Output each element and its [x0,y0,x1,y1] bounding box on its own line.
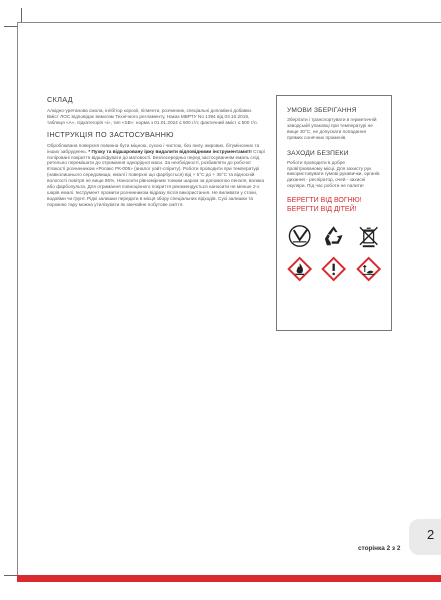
storage-text: Зберігати і транспортувати в герметичній заводській упаковці при температурі не вище 30°С, не допускати попадання прямих сонячних променів. [287,117,377,140]
page-number: 2 [427,527,435,542]
exclamation-hazard-icon [321,256,346,282]
keep-from-fire-warning: БЕРЕГТИ ВІД ВОГНЮ! [287,197,362,205]
safety-heading: ЗАХОДИ БЕЗПЕКИ [287,149,349,157]
environment-hazard-icon [356,256,381,282]
recycle-icon [321,223,346,249]
composition-heading: СКЛАД [47,95,73,104]
instructions-heading: ІНСТРУКЦІЯ ПО ЗАСТОСУВАННЮ [47,129,174,139]
info-panel [276,95,392,331]
crop-mark-left-top [4,26,18,27]
keep-from-children-warning: БЕРЕГТИ ВІД ДІТЕЙ! [287,205,357,213]
ukr-conformity-icon [287,223,312,249]
composition-text: Алкідно-уретанова смола, інгібітор корозії, пігменти, розчинник, спеціальні допоміжні добавки. Вміст ЛОС відповідає вимогам Технічного регламенту, Наказ МВРТУ No 1394 від 03.10.2018, таблиця «А», підкатегорія «i», тип «SB»: норма з 01.01.2024 ≤ 500 г/л; фактичний вміст ≤ 500 г/л. [47,108,258,125]
certification-icons [287,223,381,249]
instructions-text-part2: Старі поліровані покриття відшліфувати до матовості. Безпосередньо перед застосуванням емаль слід ретельно перемішати до отримання однорідної маси. За необхідності, розбавляти до робочої в'язкості розчинником «Ролакс РК-005» (аналог уайт-спіриту). Роботи проводити при температурі (навколишнього середовища, емалі і поверхні що фарбується) від + 5°С до + 35°С та відносній вологості повітря не вище 85%. Наносити рівномірним тонким шаром за допомогою пензля, валика або фарбопульта. Для отримання повноцінного покриття рекомендується наносити не менше 2-х шарів емалі. Інструмент промити розчинником відразу після використання. Не виливати у стоки, водойми чи ґрунт. Рідкі залишки передати в місця збору спеціальних відходів. Сухі залишки та порожню тару можна утилізувати як звичайне побутове сміття. [47,148,265,207]
crop-mark-top [21,8,22,22]
footer-red-bar [17,575,441,582]
instructions-text [47,143,265,208]
hazard-icons [287,256,381,282]
flammable-hazard-icon [287,256,312,282]
instructions-text-part1: Оброблювана поверхня повинна бути міцною, сухою і чистою, без пилу, жирових, бітумінозних та інших забруднень. [47,142,260,154]
storage-heading: УМОВИ ЗБЕРІГАННЯ [287,107,357,114]
instructions-warning-bold: * Пухку та відшаровану іржу видалити відповідними інструментами!!! [88,148,252,154]
crossed-bin-icon [356,223,381,249]
crop-mark-left-bottom [4,575,18,576]
left-column [47,95,265,208]
safety-text: Роботи проводити в добре провітрюваному місці. Для захисту рук використовувати гумові рукавички, органів дихання - респіратор, очей - захисні окуляри. Під час роботи не палити! [287,159,380,189]
page-number-badge [409,519,441,555]
page-label: сторінка 2 з 2 [358,545,401,552]
